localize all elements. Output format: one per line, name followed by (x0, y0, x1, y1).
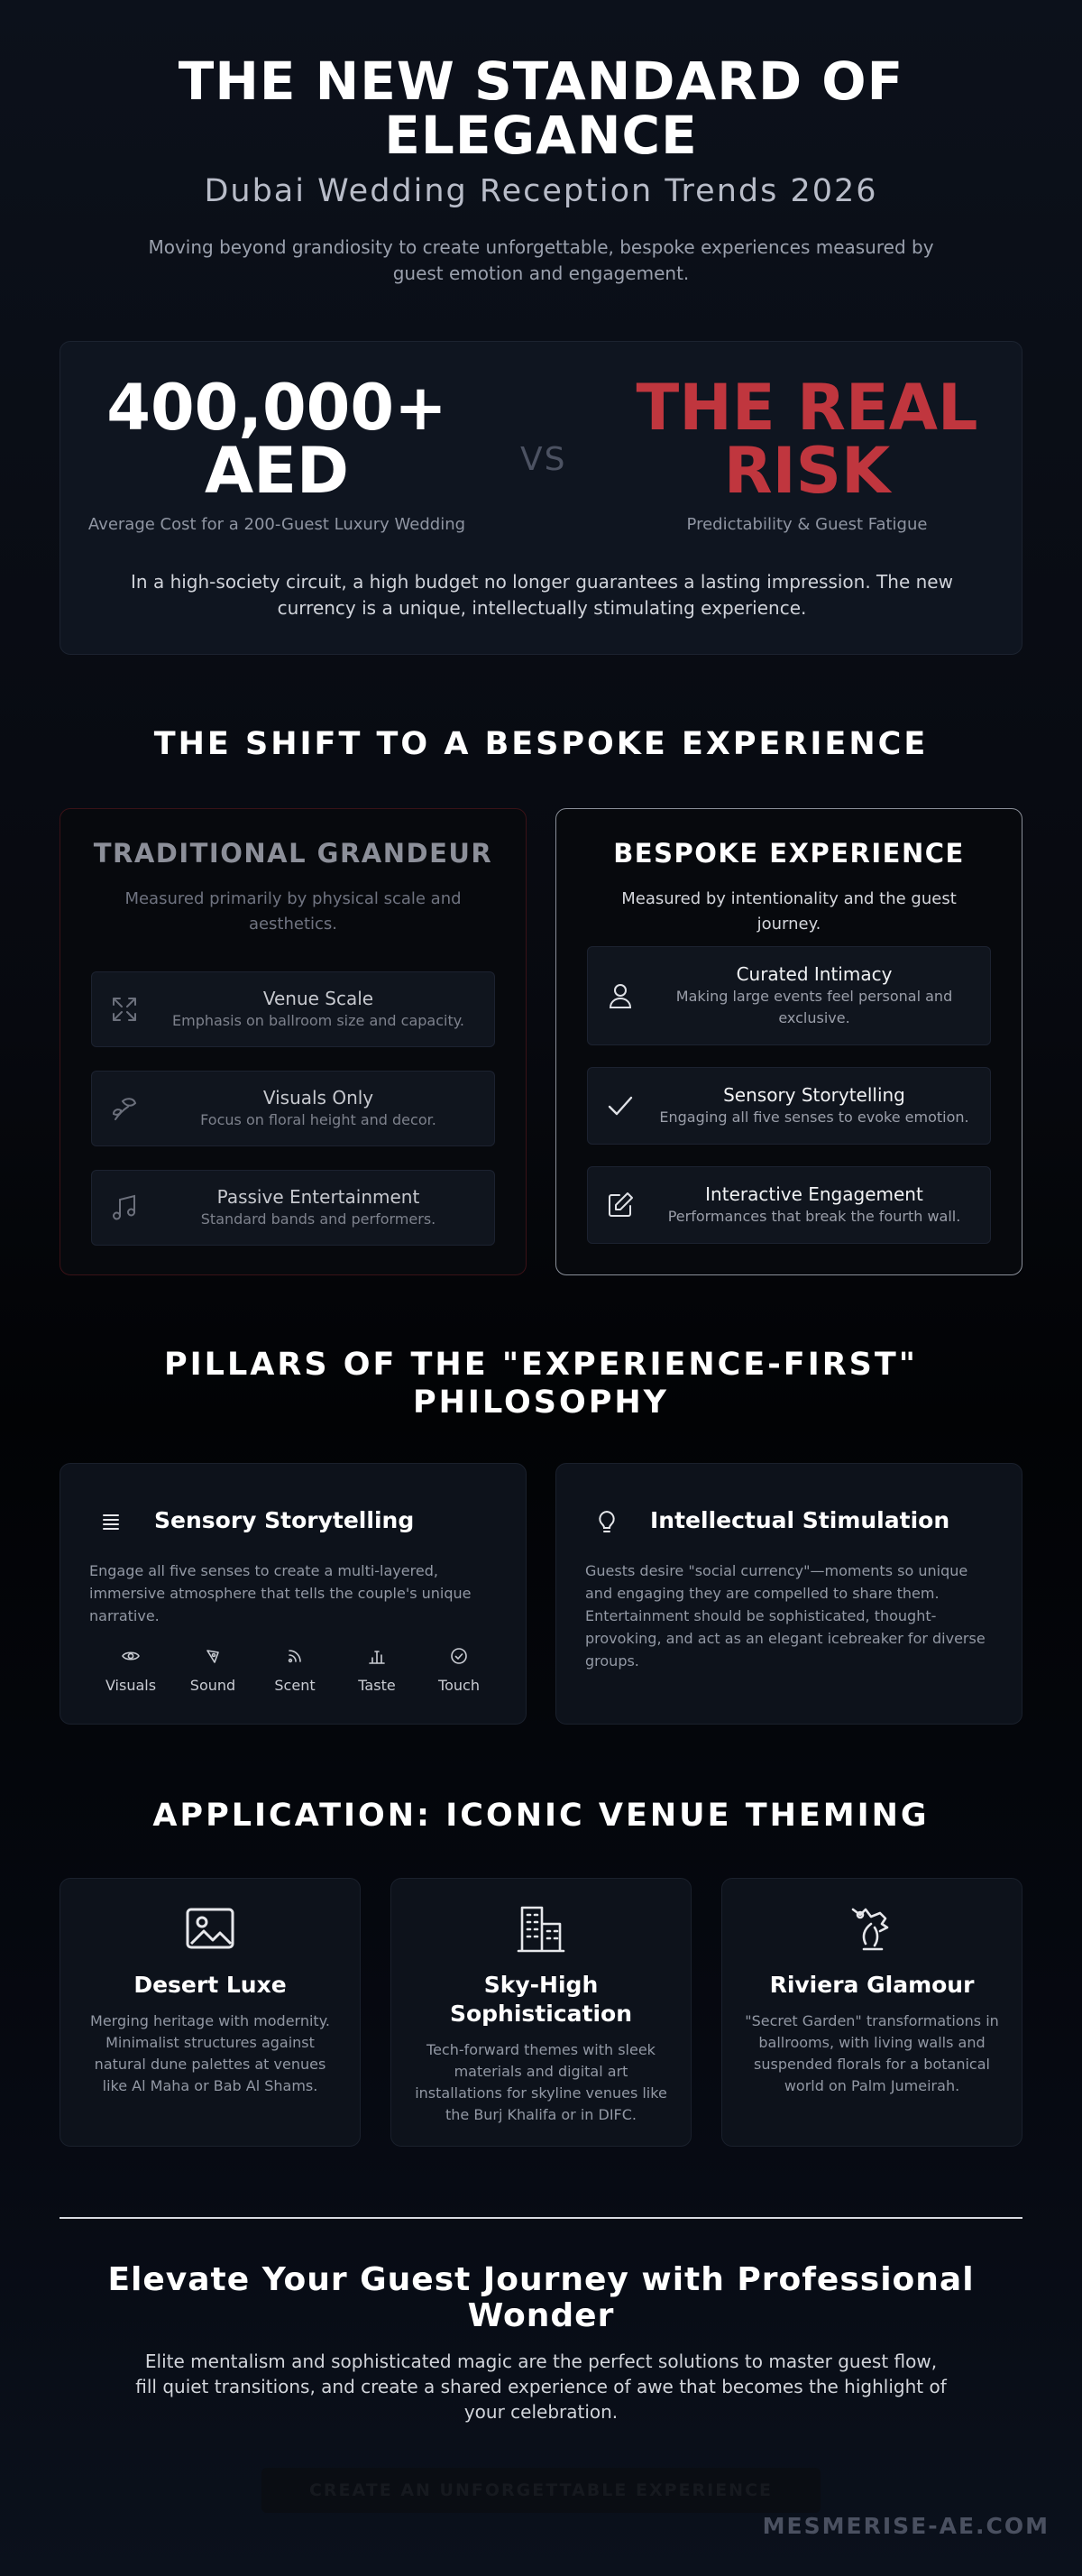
venue-sky-high (390, 1878, 692, 2147)
pillar-intellectual-title: Intellectual Stimulation (650, 1507, 950, 1533)
senses-row (89, 1646, 500, 1694)
shift-heading: THE SHIFT TO A BESPOKE EXPERIENCE (153, 726, 929, 762)
building-icon (515, 1902, 567, 1955)
bar-chart-icon (367, 1646, 387, 1666)
sense-taste (343, 1646, 411, 1694)
pillar-sensory-body: Engage all five senses to create a multi-layered, immersive atmosphere that tells the couple's unique narrative. (89, 1562, 472, 1624)
flower-icon (108, 1092, 141, 1125)
music-note-icon (108, 1191, 141, 1224)
check-icon (604, 1090, 637, 1122)
person-icon (604, 980, 637, 1012)
feature-name: Passive Entertainment (216, 1186, 420, 1208)
feature-desc: Focus on floral height and decor. (200, 1111, 436, 1128)
venue-desc: Merging heritage with modernity. Minimalist structures against natural dune palettes at venues like Al Maha or Bab Al Shams. (90, 2012, 330, 2094)
hero-title (0, 51, 1082, 166)
feature-desc: Engaging all five senses to evoke emotion. (659, 1109, 969, 1126)
venue-title: Riviera Glamour (769, 1972, 975, 1998)
feature-visuals-only-text (153, 1086, 483, 1131)
pillar-sensory-title: Sensory Storytelling (154, 1507, 415, 1533)
check-circle-icon (449, 1646, 469, 1666)
stat-risk-value-line1: THE REAL (636, 371, 978, 445)
stat-risk-caption: Predictability & Guest Fatigue (686, 515, 928, 534)
cta-title-line2: Wonder (467, 2297, 615, 2334)
sense-sound (179, 1646, 247, 1694)
stat-cost-value (78, 371, 475, 508)
section-divider (60, 2217, 1022, 2219)
traditional-title: TRADITIONAL GRANDEUR (93, 838, 493, 869)
feature-name: Sensory Storytelling (723, 1084, 905, 1106)
feature-desc: Emphasis on ballroom size and capacity. (172, 1012, 464, 1029)
stat-cost-value-line2: AED (204, 434, 350, 508)
pillars-heading (0, 1346, 1082, 1421)
waves-icon (285, 1646, 305, 1666)
venue-desc: "Secret Garden" transformations in ballrooms, with living walls and suspended florals for a botanical world on Palm Jumeirah. (745, 2012, 999, 2094)
cta-text: Elite mentalism and sophisticated magic are the perfect solutions to master guest flow, fill quiet transitions, and create a shared experience of awe that becomes the highlight of your celebration. (135, 2351, 947, 2423)
venue-desert-luxe (60, 1878, 361, 2147)
pillar-intellectual (555, 1463, 1022, 1725)
feature-name: Interactive Engagement (705, 1183, 923, 1205)
bespoke-title: BESPOKE EXPERIENCE (613, 838, 965, 869)
feature-name: Venue Scale (262, 988, 374, 1009)
feature-sensory-storytelling (587, 1067, 991, 1145)
sense-label: Touch (438, 1677, 480, 1694)
stats-card (60, 341, 1022, 655)
cta-title-line1: Elevate Your Guest Journey with Professional (107, 2261, 975, 2298)
stat-cost (78, 371, 475, 534)
sense-label: Visuals (105, 1677, 157, 1694)
hero-title-line2: ELEGANCE (384, 105, 698, 166)
feature-venue-scale (91, 971, 495, 1047)
speaker-icon (203, 1646, 223, 1666)
cta-title (0, 2262, 1082, 2334)
venue-title: Sky-High Sophistication (449, 1972, 633, 2027)
pen-square-icon (604, 1189, 637, 1221)
pillars-heading-line2: PHILOSOPHY (412, 1385, 670, 1421)
stat-risk-value-line2: RISK (723, 434, 891, 508)
sense-scent (261, 1646, 329, 1694)
bespoke-card (555, 808, 1022, 1275)
feature-name: Visuals Only (262, 1087, 374, 1109)
traditional-description: Measured primarily by physical scale and aesthetics. (124, 889, 462, 934)
feature-passive-entertainment (91, 1170, 495, 1246)
sense-touch (425, 1646, 493, 1694)
feature-desc: Making large events feel personal and exclusive. (675, 988, 953, 1026)
feature-curated-intimacy (587, 946, 991, 1045)
feature-desc: Standard bands and performers. (200, 1210, 436, 1228)
vs-label: VS (520, 441, 567, 478)
pillar-intellectual-body: Guests desire "social currency"—moments so unique and engaging they are compelled to share them. Entertainment should be sophisticated, thought-provoking, and act as an elegant icebreaker for diverse groups. (585, 1562, 986, 1670)
sense-visuals (96, 1646, 165, 1694)
feature-curated-intimacy-text (649, 962, 979, 1029)
eye-icon (121, 1646, 141, 1666)
feature-name: Curated Intimacy (736, 963, 893, 985)
stat-risk (609, 371, 1005, 534)
stat-risk-value (609, 371, 1005, 508)
lightbulb-icon (592, 1507, 621, 1536)
feature-visuals-only (91, 1071, 495, 1146)
list-icon (96, 1507, 125, 1536)
pillar-sensory (60, 1463, 527, 1725)
hero (0, 51, 1082, 287)
feature-sensory-storytelling-text (649, 1083, 979, 1128)
hero-subtitle: Dubai Wedding Reception Trends 2026 (204, 173, 878, 209)
venue-desc: Tech-forward themes with sleek materials and digital art installations for skyline venues like the Burj Khalifa or in DIFC. (415, 2041, 667, 2123)
image-icon (184, 1902, 236, 1955)
feature-venue-scale-text (153, 987, 483, 1032)
hero-description: Moving beyond grandiosity to create unforgettable, bespoke experiences measured by guest emotion and engagement. (148, 236, 934, 284)
stat-cost-value-line1: 400,000+ (106, 371, 447, 445)
feature-desc: Performances that break the fourth wall. (667, 1208, 961, 1225)
sense-label: Scent (274, 1677, 316, 1694)
hero-title-line1: THE NEW STANDARD OF (178, 51, 904, 112)
venue-title: Desert Luxe (133, 1972, 287, 1998)
feature-passive-entertainment-text (153, 1185, 483, 1230)
feature-interactive-engagement-text (649, 1182, 979, 1228)
bespoke-description: Measured by intentionality and the guest journey. (621, 889, 957, 934)
sense-label: Sound (189, 1677, 236, 1694)
cta-button[interactable]: CREATE AN UNFORGETTABLE EXPERIENCE (261, 2468, 821, 2513)
expand-icon (108, 993, 141, 1026)
pillars-heading-line1: PILLARS OF THE "EXPERIENCE-FIRST" (164, 1347, 918, 1383)
stat-cost-caption: Average Cost for a 200-Guest Luxury Wedding (87, 515, 466, 534)
brand-name[interactable]: MESMERISE-AE.COM (762, 2513, 1050, 2539)
venues-heading: APPLICATION: ICONIC VENUE THEMING (152, 1798, 930, 1834)
sense-label: Taste (358, 1677, 396, 1694)
garden-icon (846, 1902, 898, 1955)
stats-note: In a high-society circuit, a high budget no longer guarantees a lasting impression. The new currency is a unique, intellectually stimulating experience. (131, 571, 953, 619)
venue-riviera-glamour (721, 1878, 1022, 2147)
feature-interactive-engagement (587, 1166, 991, 1244)
traditional-card (60, 808, 527, 1275)
